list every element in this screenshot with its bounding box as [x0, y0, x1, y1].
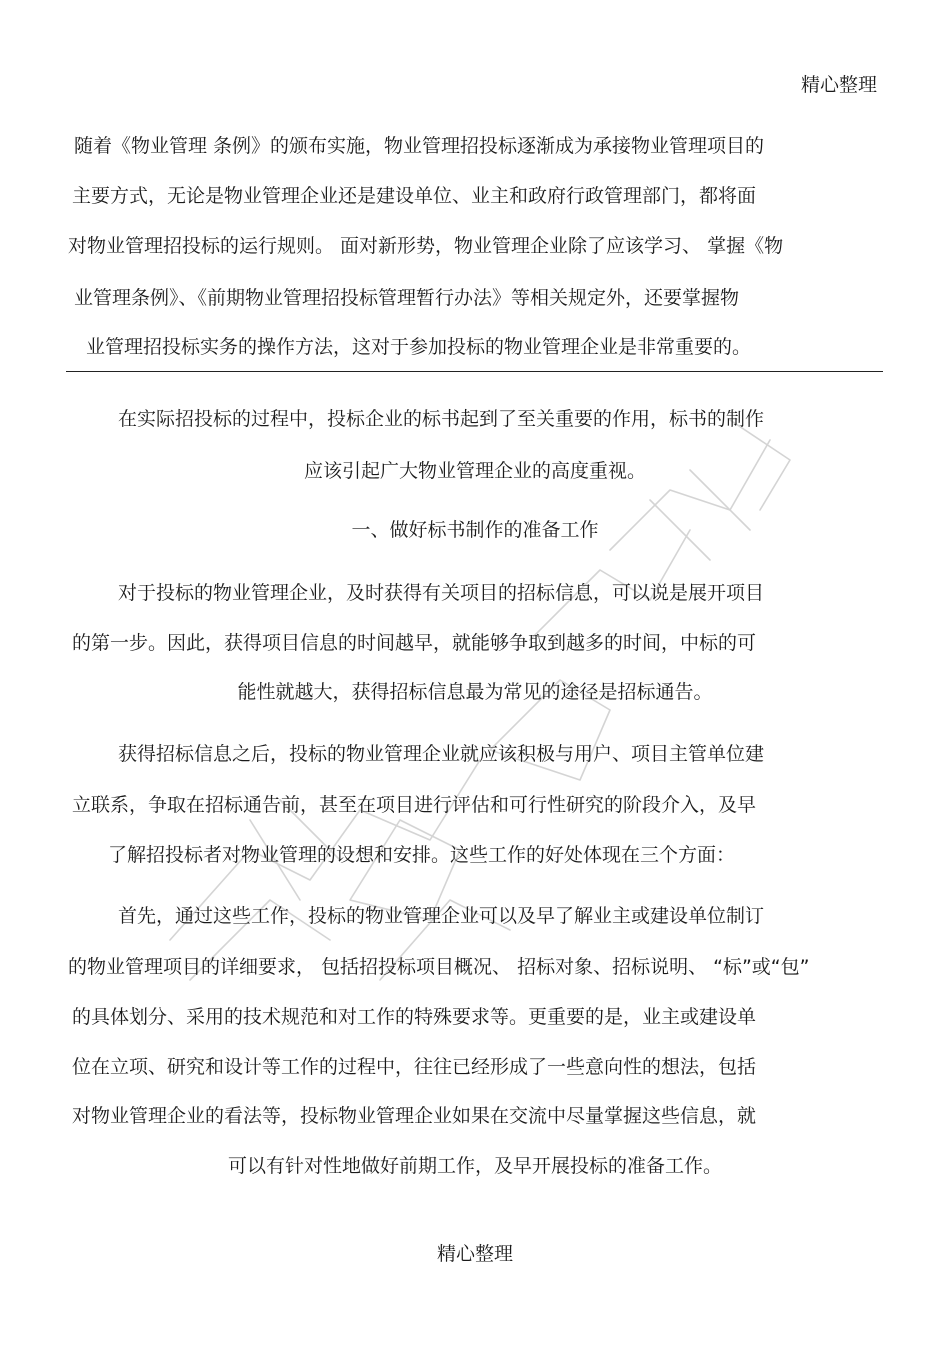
para3-line-2: 的物业管理项目的详细要求， 包括招投标项目概况、 招标对象、招标说明、 “标”或“包”: [68, 956, 810, 978]
intro-line-1: 随着《物业管理 条例》的颁布实施，物业管理招投标逐渐成为承接物业管理项目的: [74, 135, 765, 157]
para2-line-1: 获得招标信息之后，投标的物业管理企业就应该积极与用户、项目主管单位建: [118, 743, 765, 765]
para3-line-4: 位在立项、研究和设计等工作的过程中，往往已经形成了一些意向性的想法，包括: [72, 1056, 757, 1078]
page-footer: 精心整理: [436, 1243, 513, 1265]
para3-line-1: 首先，通过这些工作，投标的物业管理企业可以及早了解业主或建设单位制订: [118, 905, 765, 927]
intro-line-5: 业管理招投标实务的操作方法，这对于参加投标的物业管理企业是非常重要的。: [86, 336, 752, 358]
section-heading: 一、做好标书制作的准备工作: [351, 519, 599, 541]
para1-line-1: 对于投标的物业管理企业，及时获得有关项目的招标信息，可以说是展开项目: [118, 582, 765, 604]
intro-line-3: 对物业管理招投标的运行规则。 面对新形势，物业管理企业除了应该学习、 掌握《物: [68, 235, 784, 257]
para3-line-3: 的具体划分、采用的技术规范和对工作的特殊要求等。更重要的是，业主或建设单: [72, 1006, 757, 1028]
para3-line-6: 可以有针对性地做好前期工作，及早开展投标的准备工作。: [227, 1155, 722, 1177]
section-divider: [66, 371, 883, 372]
lead-line-2: 应该引起广大物业管理企业的高度重视。: [303, 460, 646, 482]
page-header: 精心整理: [800, 74, 877, 96]
para3-line-5: 对物业管理企业的看法等，投标物业管理企业如果在交流中尽量掌握这些信息，就: [72, 1105, 757, 1127]
para1-line-3: 能性就越大，获得招标信息最为常见的途径是招标通告。: [237, 681, 713, 703]
intro-line-4: 业管理条例》、《前期物业管理招投标管理暂行办法》等相关规定外，还要掌握物: [74, 287, 740, 309]
lead-line-1: 在实际招投标的过程中，投标企业的标书起到了至关重要的作用，标书的制作: [118, 408, 765, 430]
para2-line-2: 立联系，争取在招标通告前，甚至在项目进行评估和可行性研究的阶段介入，及早: [72, 794, 757, 816]
para1-line-2: 的第一步。因此，获得项目信息的时间越早，就能够争取到越多的时间，中标的可: [72, 632, 757, 654]
para2-line-3: 了解招投标者对物业管理的设想和安排。这些工作的好处体现在三个方面：: [108, 844, 736, 866]
intro-line-2: 主要方式，无论是物业管理企业还是建设单位、业主和政府行政管理部门，都将面: [72, 185, 757, 207]
